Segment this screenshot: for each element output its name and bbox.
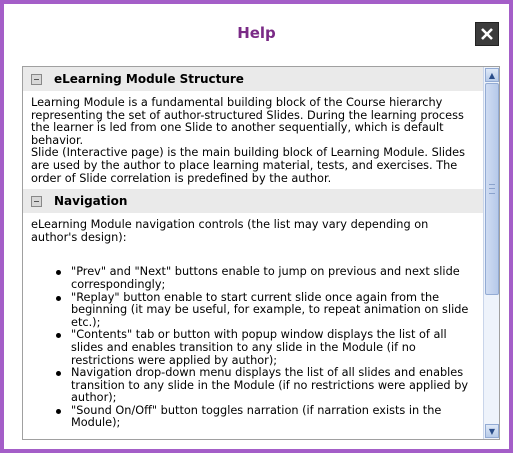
help-content <box>22 66 500 440</box>
collapse-icon <box>31 196 42 207</box>
paragraph: Slide (Interactive page) is the main building block of Learning Module. Slides are used by the author to place learning material, tests, and exercises. The order of Slide correlation is predefined by the author. <box>31 146 466 185</box>
close-button[interactable] <box>475 22 499 46</box>
collapse-icon <box>31 74 42 85</box>
list-item: "Contents" tab or button with popup window displays the list of all slides and enables transition to any slide in the Module (if no restrictions were applied by author); <box>71 329 475 367</box>
chevron-up-icon: ▲ <box>488 70 496 80</box>
list-item: "Sound On/Off" button toggles narration (if narration exists in the Module); <box>71 405 475 430</box>
section-intro-navigation <box>23 213 483 266</box>
close-icon <box>480 27 494 41</box>
section-title: Navigation <box>54 194 128 209</box>
vertical-scrollbar[interactable] <box>483 67 499 439</box>
help-scroll-area <box>23 67 483 439</box>
section-header-navigation[interactable] <box>23 189 483 213</box>
scrollbar-thumb[interactable] <box>485 83 499 295</box>
chevron-down-icon: ▼ <box>488 426 496 436</box>
list-item: Navigation drop-down menu displays the list of all slides and enables transition to any slide in the Module (if no restrictions were applied by author); <box>71 367 475 405</box>
grip-icon <box>489 184 495 194</box>
navigation-list <box>23 266 483 430</box>
list-item: "Replay" button enable to start current slide once again from the beginning (it may be useful, for example, to repeat animation on slide etc.); <box>71 292 475 330</box>
section-title: eLearning Module Structure <box>54 72 244 86</box>
section-header-structure[interactable] <box>23 67 483 91</box>
section-body-structure <box>23 91 483 189</box>
paragraph: eLearning Module navigation controls (the list may vary depending on author's design): <box>31 218 429 244</box>
scroll-up-button[interactable] <box>485 68 499 82</box>
dialog-title: Help <box>237 24 276 42</box>
paragraph: Learning Module is a fundamental building block of the Course hierarchy representing the set of author-structured Slides. During the learning process the learner is led from one Slide to another sequentially, which is default behavior. <box>31 96 464 147</box>
list-item: "Prev" and "Next" buttons enable to jump on previous and next slide correspondingly; <box>71 266 475 291</box>
scroll-down-button[interactable] <box>485 424 499 438</box>
